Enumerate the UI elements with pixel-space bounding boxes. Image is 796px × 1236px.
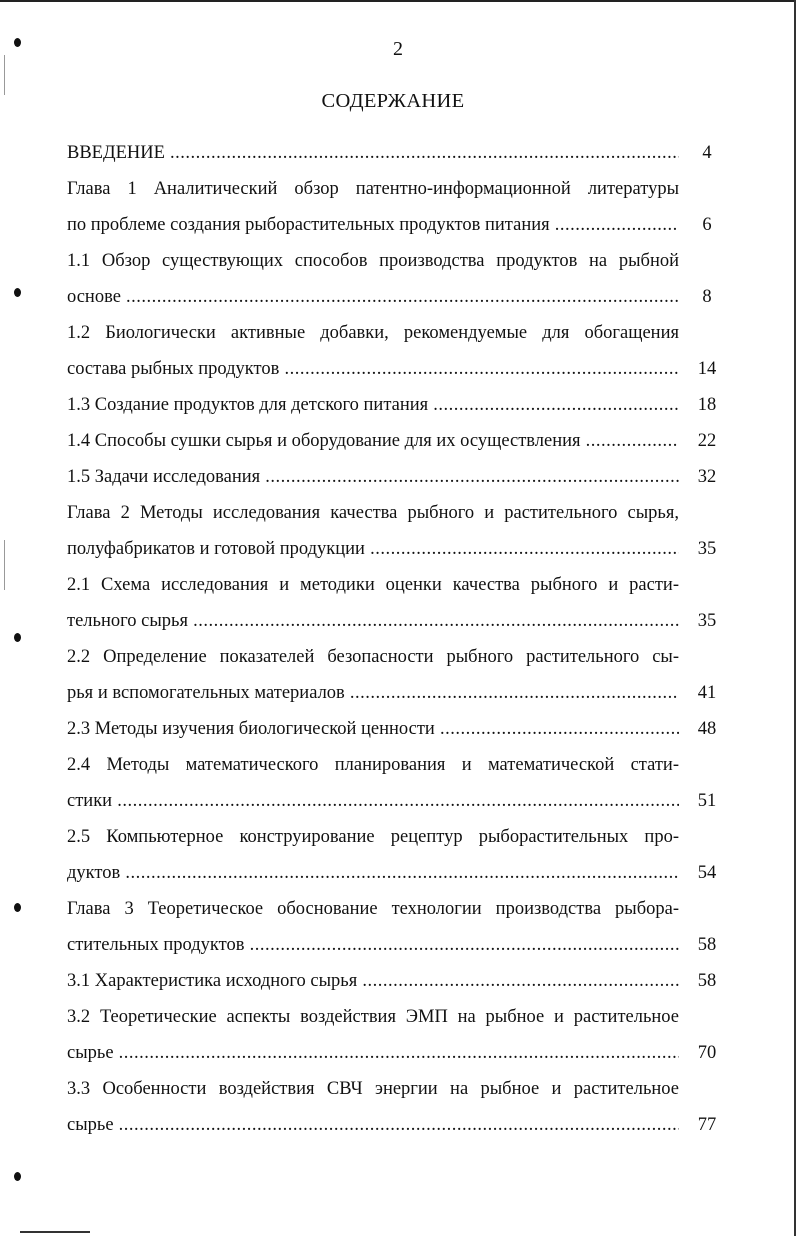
toc-entry-text: полуфабрикатов и готовой продукции ..... — [67, 531, 679, 567]
toc-entry-last-line — [0, 711, 796, 747]
toc-entry-text: 2.1 Схема исследования и методики оценки качества рыбного и расти- — [67, 575, 679, 595]
toc-entry-last-line — [0, 351, 796, 387]
toc-entry-line — [0, 999, 796, 1035]
toc-entry-page: 35 — [697, 539, 717, 559]
toc-entry — [0, 747, 796, 819]
toc-entry-page: 18 — [697, 395, 717, 415]
toc-entry-text: стительных продуктов ..... — [67, 927, 679, 963]
toc-entry-page: 77 — [697, 1115, 717, 1135]
toc-entry-page: 54 — [697, 863, 717, 883]
toc-entry-text: 1.2 Биологически активные добавки, рекомендуемые для обогащения — [67, 323, 679, 343]
toc-entry-last-line — [0, 927, 796, 963]
toc-entry-page: 4 — [702, 143, 712, 163]
toc-entry-page: 48 — [697, 719, 717, 739]
toc-entry-text: Глава 1 Аналитический обзор патентно-информационной литературы — [67, 179, 679, 199]
toc-entry-last-line — [0, 279, 796, 315]
toc-entry-text: дуктов ..... — [67, 855, 679, 891]
toc-entry — [0, 459, 796, 495]
toc-entry — [0, 891, 796, 963]
toc-entry-page: 14 — [697, 359, 717, 379]
toc-entry-page: 22 — [697, 431, 717, 451]
toc-entry-line — [0, 747, 796, 783]
toc-entry-text: 1.1 Обзор существующих способов производства продуктов на рыбной — [67, 251, 679, 271]
toc-entry — [0, 639, 796, 711]
toc-entry-text: сырье ..... — [67, 1035, 679, 1071]
toc-entry-text: рья и вспомогательных материалов ..... — [67, 675, 679, 711]
toc-entry-last-line — [0, 387, 796, 423]
binding-hole-mark — [14, 1172, 21, 1181]
toc-entry-text: сырье ..... — [67, 1107, 679, 1143]
toc-entry — [0, 819, 796, 891]
toc-entry-page: 6 — [702, 215, 712, 235]
toc-entry — [0, 423, 796, 459]
toc-entry-text: основе ..... — [67, 279, 679, 315]
toc-entry — [0, 315, 796, 387]
toc-entry-last-line — [0, 531, 796, 567]
toc-entry-line — [0, 639, 796, 675]
toc-entry-text: Глава 3 Теоретическое обоснование технологии производства рыбора- — [67, 899, 679, 919]
page-number: 2 — [393, 38, 403, 60]
toc-entry-page: 58 — [697, 935, 717, 955]
toc-entry-line — [0, 819, 796, 855]
toc-entry-text: 3.2 Теоретические аспекты воздействия ЭМП на рыбное и растительное — [67, 1007, 679, 1027]
toc-entry-page: 8 — [702, 287, 712, 307]
table-of-contents — [0, 135, 796, 1143]
toc-entry-text: 2.4 Методы математического планирования и математической стати- — [67, 755, 679, 775]
toc-entry-page: 41 — [697, 683, 717, 703]
toc-entry-last-line — [0, 207, 796, 243]
toc-entry-text: 2.3 Методы изучения биологической ценности ..... — [67, 711, 679, 747]
toc-entry-text: 1.5 Задачи исследования ..... — [67, 459, 679, 495]
toc-entry — [0, 135, 796, 171]
toc-entry-last-line — [0, 855, 796, 891]
toc-entry-page: 70 — [697, 1043, 717, 1063]
toc-entry-text: 2.2 Определение показателей безопасности рыбного растительного сы- — [67, 647, 679, 667]
toc-entry-page: 32 — [697, 467, 717, 487]
toc-entry — [0, 963, 796, 999]
toc-entry-line — [0, 567, 796, 603]
toc-entry-line — [0, 315, 796, 351]
toc-entry-text: Глава 2 Методы исследования качества рыбного и растительного сырья, — [67, 503, 679, 523]
toc-entry-text: стики ..... — [67, 783, 679, 819]
toc-entry-text: 3.1 Характеристика исходного сырья ..... — [67, 963, 679, 999]
toc-entry-last-line — [0, 675, 796, 711]
toc-entry-last-line — [0, 603, 796, 639]
toc-entry-line — [0, 243, 796, 279]
page-title: СОДЕРЖАНИЕ — [321, 90, 465, 112]
toc-entry-page: 35 — [697, 611, 717, 631]
scan-edge — [4, 55, 5, 95]
toc-entry — [0, 711, 796, 747]
toc-entry-last-line — [0, 1035, 796, 1071]
top-border — [0, 0, 796, 2]
toc-entry-text: 3.3 Особенности воздействия СВЧ энергии на рыбное и растительное — [67, 1079, 679, 1099]
toc-entry-line — [0, 891, 796, 927]
toc-entry-text: 2.5 Компьютерное конструирование рецептур рыборастительных про- — [67, 827, 679, 847]
toc-entry-last-line — [0, 783, 796, 819]
toc-entry — [0, 1071, 796, 1143]
toc-entry — [0, 171, 796, 243]
bottom-border — [20, 1231, 90, 1233]
toc-entry-last-line — [0, 423, 796, 459]
toc-entry-text: 1.4 Способы сушки сырья и оборудование для их осуществления ..... — [67, 423, 679, 459]
toc-entry-text: 1.3 Создание продуктов для детского питания ..... — [67, 387, 679, 423]
toc-entry-page: 58 — [697, 971, 717, 991]
toc-entry-line — [0, 1071, 796, 1107]
toc-entry-line — [0, 171, 796, 207]
toc-entry — [0, 243, 796, 315]
toc-entry-last-line — [0, 135, 796, 171]
toc-entry-last-line — [0, 1107, 796, 1143]
toc-entry-page: 51 — [697, 791, 717, 811]
toc-entry-last-line — [0, 963, 796, 999]
toc-entry — [0, 567, 796, 639]
toc-entry-line — [0, 495, 796, 531]
toc-entry-text: состава рыбных продуктов ..... — [67, 351, 679, 387]
toc-entry-text: тельного сырья ..... — [67, 603, 679, 639]
toc-entry — [0, 999, 796, 1071]
toc-entry-last-line — [0, 459, 796, 495]
toc-entry — [0, 387, 796, 423]
toc-entry-text: по проблеме создания рыборастительных продуктов питания ..... — [67, 207, 679, 243]
toc-entry — [0, 495, 796, 567]
toc-entry-text: ВВЕДЕНИЕ ..... — [67, 135, 679, 171]
